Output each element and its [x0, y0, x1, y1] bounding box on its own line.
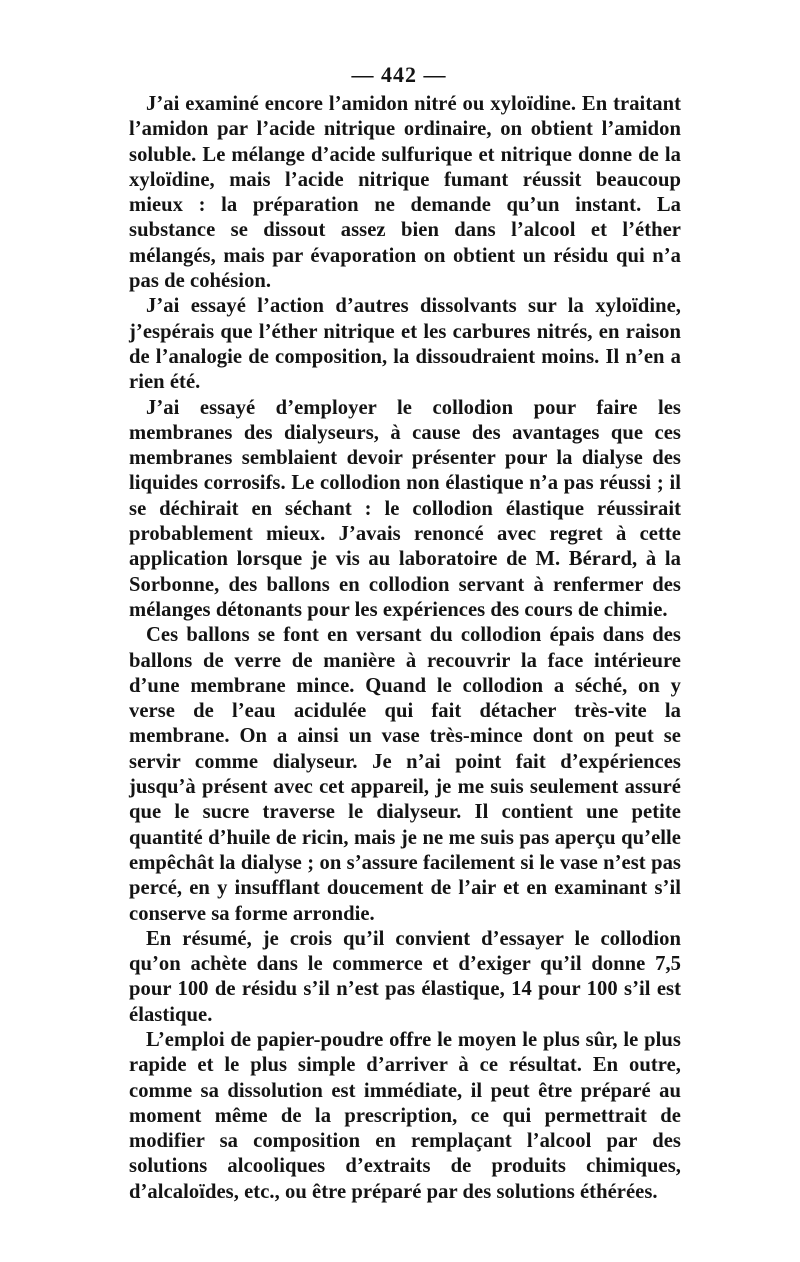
paragraph-resume: En résumé, je crois qu’il convient d’essayer le collodion qu’on achète dans le commerce et d’exiger qu’il donne 7,5 pour 100 de résidu s’il n’est pas élastique, 14 pour 100 s’il est élastique.: [129, 927, 681, 1026]
paragraph-amidon-nitre: J’ai examiné encore l’amidon nitré ou xyloïdine. En traitant l’amidon par l’acide nitrique ordinaire, on obtient l’amidon soluble. Le mélange d’acide sulfurique et nitrique donne de la xyloïdine, mais l’acide nitrique fumant réussit beaucoup mieux : la préparation ne demande qu’un instant. La substance se dissout assez bien dans l’alcool et l’éther mélangés, mais par évaporation on obtient un résidu qui n’a pas de cohésion.: [129, 93, 681, 293]
paragraph-dissolvants: J’ai essayé l’action d’autres dissolvants sur la xyloïdine, j’espérais que l’éther nitrique et les carbures nitrés, en raison de l’analogie de composition, la dissoudraient moins. Il n’en a rien été.: [129, 295, 681, 394]
book-page: [129, 58, 681, 1205]
paragraph-papier-poudre: L’emploi de papier-poudre offre le moyen le plus sûr, le plus rapide et le plus simple d’arriver à ce résultat. En outre, comme sa dissolution est immédiate, il peut être préparé au moment même de la prescription, ce qui permettrait de modifier sa composition en remplaçant l’alcool par des solutions alcooliques d’extraits de produits chimiques, d’alcaloïdes, etc., ou être préparé par des solutions éthérées.: [129, 1028, 681, 1203]
page-number: — 442 —: [351, 62, 447, 87]
paragraph-ballons: Ces ballons se font en versant du collodion épais dans des ballons de verre de manière à recouvrir la face intérieure d’une membrane mince. Quand le collodion a séché, on y verse de l’eau acidulée qui fait détacher très-vite la membrane. On a ainsi un vase très-mince dont on peut se servir comme dialyseur. Je n’ai point fait d’expériences jusqu’à présent avec cet appareil, je me suis seulement assuré que le sucre traverse le dialyseur. Il contient une petite quantité d’huile de ricin, mais je ne me suis pas aperçu qu’elle empêchât la dialyse ; on s’assure facilement si le vase n’est pas percé, en y insufflant doucement de l’air et en examinant s’il conserve sa forme arrondie.: [129, 624, 681, 925]
paragraph-dialyseurs: J’ai essayé d’employer le collodion pour faire les membranes des dialyseurs, à cause des avantages que ces membranes semblaient devoir présenter pour la dialyse des liquides corrosifs. Le collodion non élastique n’a pas réussi ; il se déchirait en séchant : le collodion élastique réussirait probablement mieux. J’avais renoncé avec regret à cette application lorsque je vis au laboratoire de M. Bérard, à la Sorbonne, des ballons en collodion servant à renfermer des mélanges détonants pour les expériences des cours de chimie.: [129, 396, 681, 621]
